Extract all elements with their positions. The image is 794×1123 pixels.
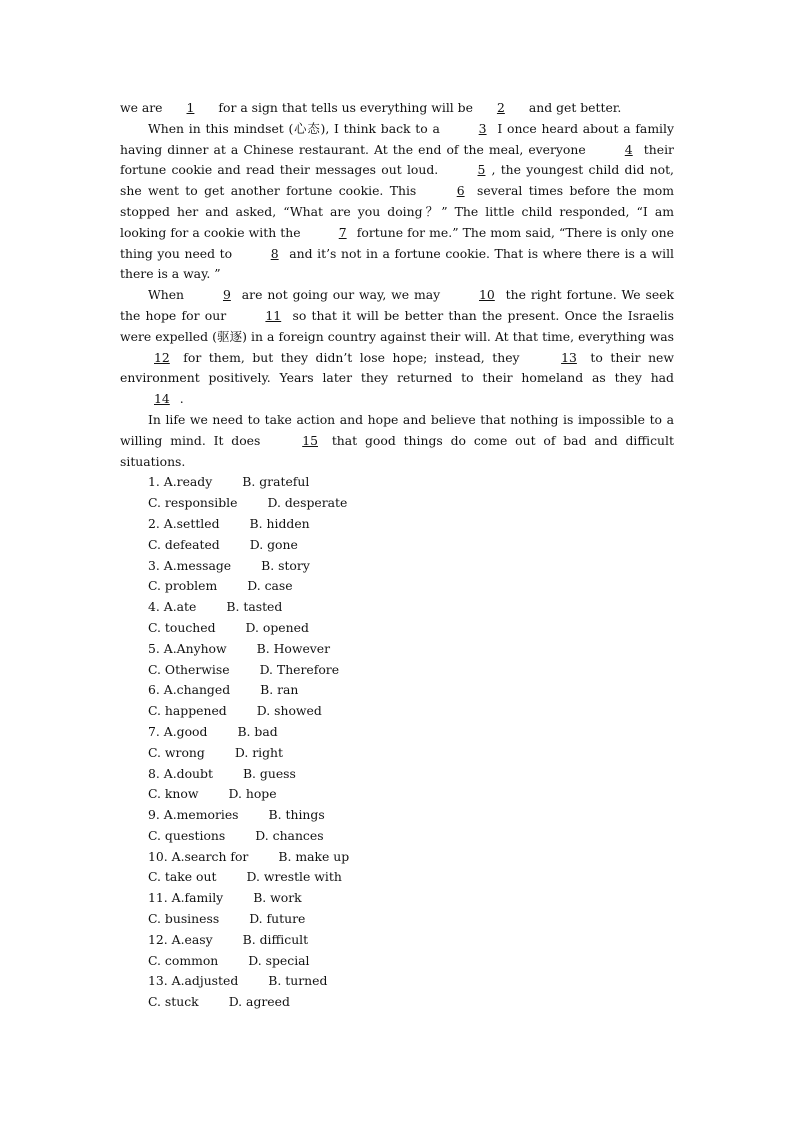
answer-blank[interactable]: 5	[477, 162, 486, 178]
option-b[interactable]: B. things	[268, 807, 325, 823]
answer-blank[interactable]: 7	[338, 224, 347, 240]
answer-blank[interactable]: 11	[265, 307, 282, 323]
option-c[interactable]: C. touched	[148, 619, 216, 635]
passage-text: for a sign that tells us everything will be	[214, 100, 477, 115]
passage-text: to their new environment positively. Years later they returned to their homeland as they had	[120, 349, 674, 386]
option-a[interactable]: 1. A.ready	[148, 474, 213, 490]
option-d[interactable]: D. Therefore	[259, 661, 340, 677]
option-row	[148, 597, 674, 618]
option-row	[148, 618, 674, 639]
option-a[interactable]: 10. A.search for	[148, 848, 249, 864]
option-b[interactable]: B. difficult	[242, 931, 309, 947]
option-d[interactable]: D. chances	[255, 827, 324, 843]
passage-text: are not going our way, we may	[236, 287, 445, 303]
option-a[interactable]: 6. A.changed	[148, 682, 231, 698]
passage-text: several times before the mom stopped her and asked, “What are you doing？” The little child responded, “I am looking for a cookie with the	[120, 183, 674, 240]
option-row	[148, 493, 674, 514]
option-b[interactable]: B. work	[253, 890, 302, 906]
option-row	[148, 951, 674, 972]
option-row	[148, 743, 674, 764]
answer-blank[interactable]: 10	[479, 287, 495, 303]
answer-blank[interactable]: 15	[302, 432, 318, 448]
passage-paragraph	[120, 98, 674, 119]
answer-blank[interactable]: 3	[478, 120, 487, 136]
passage-text: we are	[120, 100, 167, 115]
option-a[interactable]: 12. A.easy	[148, 931, 213, 947]
option-row	[148, 472, 674, 493]
option-d[interactable]: D. gone	[249, 536, 298, 552]
option-a[interactable]: 7. A.good	[148, 723, 208, 739]
option-row	[148, 805, 674, 826]
passage-text: for them, but they didn’t lose hope; instead, they	[175, 349, 528, 365]
option-c[interactable]: C. business	[148, 911, 220, 927]
option-a[interactable]: 2. A.settled	[148, 515, 220, 531]
passage-paragraph	[120, 119, 674, 285]
option-row	[148, 847, 674, 868]
option-a[interactable]: 13. A.adjusted	[148, 973, 239, 989]
option-d[interactable]: D. wrestle with	[246, 869, 342, 885]
option-b[interactable]: B. guess	[242, 765, 296, 781]
option-b[interactable]: B. ran	[260, 682, 299, 698]
option-row	[148, 826, 674, 847]
answer-blank[interactable]: 9	[222, 287, 231, 303]
document-page	[120, 98, 674, 1013]
answer-blank[interactable]: 14	[154, 391, 170, 407]
option-c[interactable]: C. questions	[148, 827, 226, 843]
option-d[interactable]: D. hope	[228, 786, 277, 802]
option-c[interactable]: C. stuck	[148, 994, 199, 1010]
option-b[interactable]: B. However	[256, 640, 331, 656]
passage-text: and get better.	[524, 100, 622, 115]
option-c[interactable]: C. defeated	[148, 536, 220, 552]
option-b[interactable]: B. story	[261, 557, 310, 573]
passage-text: When in this mindset (心态), I think back to a	[148, 120, 445, 136]
passage-text: In life we need to take action and hope and believe that nothing is impossible to a willing mind. It does	[120, 411, 674, 448]
option-d[interactable]: D. desperate	[267, 495, 348, 511]
passage-text: and it’s not in a fortune cookie. That is where there is a will there is a way. ”	[120, 245, 674, 282]
option-row	[148, 764, 674, 785]
option-b[interactable]: B. tasted	[226, 599, 283, 615]
option-row	[148, 576, 674, 597]
options-list	[120, 472, 674, 1013]
option-d[interactable]: D. future	[249, 911, 306, 927]
option-d[interactable]: D. showed	[256, 703, 322, 719]
passage-text: I once heard about a family having dinner at a Chinese restaurant. At the end of the meal, everyone	[120, 120, 674, 157]
answer-blank[interactable]: 1	[186, 100, 195, 115]
passage-text: fortune for me.” The mom said, “There is only one thing you need to	[120, 224, 674, 261]
option-b[interactable]: B. hidden	[249, 515, 310, 531]
answer-blank[interactable]: 12	[154, 349, 170, 365]
option-a[interactable]: 3. A.message	[148, 557, 232, 573]
option-a[interactable]: 11. A.family	[148, 890, 224, 906]
option-row	[148, 930, 674, 951]
option-a[interactable]: 9. A.memories	[148, 807, 239, 823]
option-row	[148, 660, 674, 681]
option-c[interactable]: C. common	[148, 952, 219, 968]
option-row	[148, 514, 674, 535]
option-c[interactable]: C. problem	[148, 578, 218, 594]
option-c[interactable]: C. know	[148, 786, 199, 802]
passage-paragraph	[120, 285, 674, 410]
answer-blank[interactable]: 4	[624, 141, 633, 157]
option-b[interactable]: B. make up	[278, 848, 350, 864]
option-row	[148, 784, 674, 805]
option-a[interactable]: 5. A.Anyhow	[148, 640, 227, 656]
option-a[interactable]: 4. A.ate	[148, 599, 197, 615]
option-row	[148, 992, 674, 1013]
option-d[interactable]: D. case	[247, 578, 293, 594]
option-c[interactable]: C. take out	[148, 869, 217, 885]
cloze-passage	[120, 98, 674, 472]
answer-blank[interactable]: 6	[456, 183, 465, 199]
option-row	[148, 556, 674, 577]
option-row	[148, 535, 674, 556]
passage-text: the right fortune. We seek the hope for our	[120, 287, 675, 323]
answer-blank[interactable]: 8	[270, 245, 279, 261]
option-row	[148, 909, 674, 930]
option-c[interactable]: C. responsible	[148, 495, 238, 511]
option-d[interactable]: D. special	[248, 952, 310, 968]
option-row	[148, 867, 674, 888]
option-a[interactable]: 8. A.doubt	[148, 765, 213, 781]
option-d[interactable]: D. agreed	[228, 994, 290, 1010]
option-c[interactable]: C. Otherwise	[148, 661, 230, 677]
passage-text: , the youngest child did not, she went to get another fortune cookie. This	[120, 162, 674, 199]
option-c[interactable]: C. happened	[148, 703, 227, 719]
answer-blank[interactable]: 13	[561, 349, 577, 365]
option-c[interactable]: C. wrong	[148, 744, 205, 760]
option-row	[148, 722, 674, 743]
passage-text: so that it will be better than the present. Once the Israelis were expelled (驱逐) in a foreign country against their will. At that time, everything was	[120, 307, 674, 344]
option-row	[148, 639, 674, 660]
option-b[interactable]: B. grateful	[242, 474, 310, 490]
option-row	[148, 701, 674, 722]
option-d[interactable]: D. opened	[245, 619, 309, 635]
option-b[interactable]: B. bad	[237, 723, 278, 739]
option-d[interactable]: D. right	[234, 744, 283, 760]
passage-text: .	[175, 391, 184, 407]
answer-blank[interactable]: 2	[496, 100, 505, 115]
passage-text: that good things do come out of bad and difficult situations.	[120, 432, 674, 469]
passage-text: their fortune cookie and read their messages out loud.	[120, 141, 674, 178]
option-row	[148, 888, 674, 909]
passage-text: When	[148, 287, 189, 303]
passage-paragraph	[120, 410, 674, 472]
option-b[interactable]: B. turned	[268, 973, 328, 989]
option-row	[148, 680, 674, 701]
option-row	[148, 971, 674, 992]
